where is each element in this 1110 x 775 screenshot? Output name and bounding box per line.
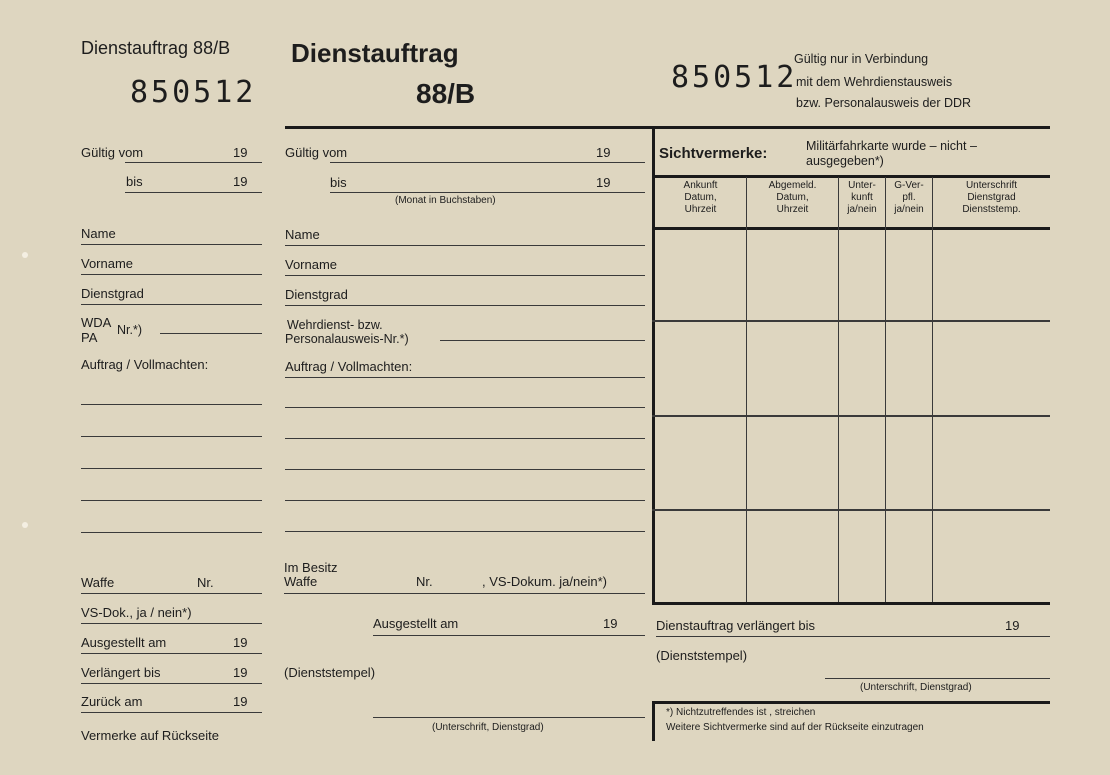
stub-ausgestellt-label: Ausgestellt am [81, 635, 167, 650]
sicht-dienststempel-label: (Dienststempel) [656, 648, 748, 663]
col-header-line: Uhrzeit [684, 204, 717, 215]
punch-hole [22, 252, 28, 258]
stub-wda-label: WDA [81, 315, 112, 330]
sicht-col-header [886, 180, 932, 216]
footnote-line: Weitere Sichtvermerke sind auf der Rückseite einzutragen [666, 722, 924, 733]
validity-note-line: mit dem Wehrdienstausweis [796, 75, 953, 89]
stub-title: Dienstauftrag 88/B [81, 38, 231, 58]
main-year-label: 19 [596, 175, 611, 190]
stub-year-label: 19 [233, 665, 248, 680]
main-dienstgrad-label: Dienstgrad [285, 287, 348, 302]
main-ausgestellt-label: Ausgestellt am [373, 616, 459, 631]
stub-vermerke-label: Vermerke auf Rückseite [81, 728, 220, 743]
main-title: Dienstauftrag [291, 38, 459, 68]
main-vsdok-label: , VS-Dokum. ja/nein*) [482, 574, 607, 589]
main-number: 850512 [671, 60, 798, 95]
sicht-col-header [839, 180, 885, 216]
stub-bis-label: bis [126, 174, 143, 189]
col-header-line: Unterschrift [965, 180, 1018, 191]
sicht-col-header [747, 180, 838, 216]
stub-year-label: 19 [233, 145, 248, 160]
stub-nr-label: Nr.*) [117, 323, 142, 337]
footnote-line: *) Nichtzutreffendes ist , streichen [666, 707, 816, 718]
stub-auftrag-label: Auftrag / Vollmachten: [81, 357, 209, 372]
col-header-line: Datum, [776, 192, 809, 203]
main-year-label: 19 [596, 145, 611, 160]
col-header-line: Uhrzeit [776, 204, 809, 215]
main-bis-label: bis [330, 175, 347, 190]
col-header-line: Dienststemp. [962, 204, 1021, 215]
stub-dienstgrad-label: Dienstgrad [81, 286, 144, 301]
stub-name-label: Name [81, 226, 116, 241]
main-name-label: Name [285, 227, 320, 242]
verlaengert-label: Dienstauftrag verlängert bis [656, 618, 815, 633]
main-vorname-label: Vorname [285, 257, 338, 272]
main-unterschrift-label: (Unterschrift, Dienstgrad) [432, 722, 544, 733]
col-header-line: Unter- [848, 180, 876, 191]
col-header-line: ja/nein [847, 204, 877, 215]
stub-verlaengert-label: Verlängert bis [81, 665, 161, 680]
main-auftrag-label: Auftrag / Vollmachten: [285, 359, 413, 374]
main-dienststempel-label: (Dienststempel) [284, 665, 376, 680]
main-gueltig-label: Gültig vom [285, 145, 348, 160]
validity-note-line: Gültig nur in Verbindung [794, 52, 929, 66]
main-ausweis-label: Personalausweis-Nr.*) [285, 332, 409, 346]
main-top-rule [285, 126, 1050, 129]
stub-vsdok-label: VS-Dok., ja / nein*) [81, 605, 192, 620]
sicht-unterschrift-label: (Unterschrift, Dienstgrad) [860, 682, 972, 693]
stub-zurueck-label: Zurück am [81, 694, 143, 709]
verlaengert-year: 19 [1005, 618, 1020, 633]
main-waffe-label: Waffe [284, 574, 318, 589]
stub-year-label: 19 [233, 635, 248, 650]
stub-waffe-label: Waffe [81, 575, 115, 590]
col-header-line: kunft [851, 192, 873, 203]
sicht-note: Militärfahrkarte wurde – nicht – [806, 139, 977, 153]
main-year-label: 19 [603, 616, 618, 631]
col-header-line: G-Ver- [894, 180, 924, 191]
main-subtitle: 88/B [416, 78, 476, 109]
col-header-line: Abgemeld. [768, 180, 817, 191]
col-header-line: Dienstgrad [967, 192, 1016, 203]
sicht-title: Sichtvermerke: [659, 145, 768, 162]
col-header-line: Ankunft [683, 180, 718, 191]
col-header-line: ja/nein [894, 204, 924, 215]
main-im-besitz-label: Im Besitz [284, 560, 338, 575]
stub-year-label: 19 [233, 174, 248, 189]
sicht-col-header [655, 180, 746, 216]
col-header-line: Datum, [684, 192, 717, 203]
stub-gueltig-label: Gültig vom [81, 145, 144, 160]
monat-hint: (Monat in Buchstaben) [395, 195, 496, 206]
stub-number: 850512 [130, 75, 257, 110]
sicht-col-header [933, 180, 1050, 216]
main-nr-label: Nr. [416, 574, 433, 589]
stub-year-label: 19 [233, 694, 248, 709]
sicht-note: ausgegeben*) [806, 154, 884, 168]
stub-waffe-nr-label: Nr. [197, 575, 214, 590]
stub-vorname-label: Vorname [81, 256, 134, 271]
main-ausweis-label: Wehrdienst- bzw. [287, 318, 383, 332]
validity-note-line: bzw. Personalausweis der DDR [796, 96, 972, 110]
punch-hole [22, 522, 28, 528]
col-header-line: pfl. [902, 192, 916, 203]
stub-pa-label: PA [81, 330, 98, 345]
